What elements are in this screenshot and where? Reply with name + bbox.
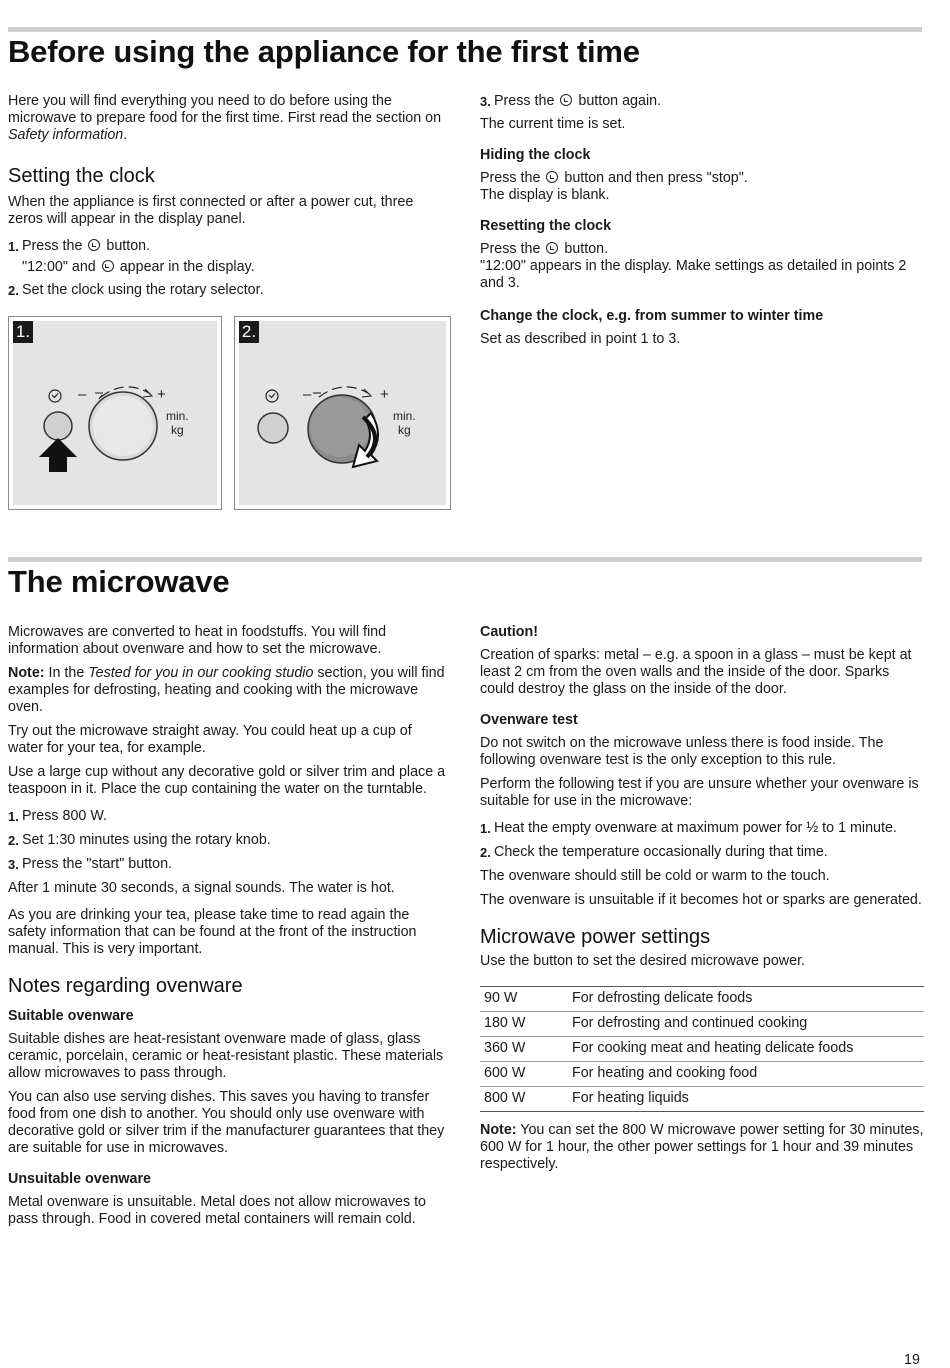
step-1: 1. Press the button. "12:00" and appear in the display.: [8, 238, 255, 275]
list-item: 3. Press the "start" button.: [8, 856, 173, 872]
clock-icon: [546, 242, 558, 254]
test-steps: [480, 820, 924, 861]
table-row: 180 W For defrosting and continued cooking: [480, 1012, 924, 1037]
hiding-text: Press the button and then press "stop". The display is blank.: [480, 170, 748, 203]
list-item: 1. Heat the empty ovenware at maximum power for ½ to 1 minute.: [480, 820, 897, 836]
caution-text: Creation of sparks: metal – e.g. a spoon in a glass – must be kept at least 2 cm from the oven walls and the inside of the door. Sparks could destroy the glass on the inside of the door.: [480, 647, 912, 697]
unsuitable-heading: Unsuitable ovenware: [8, 1171, 152, 1187]
kg-label: kg: [398, 423, 411, 437]
ovenware-heading: Notes regarding ovenware: [8, 975, 243, 997]
power-note: Note: You can set the 800 W microwave power setting for 30 minutes, 600 W for 1 hour, the other power settings for 1 hour and 39 minutes respectively.: [480, 1122, 924, 1172]
tryout-paragraph: Try out the microwave straight away. You could heat up a cup of water for your tea, for example.: [8, 723, 412, 756]
signal-paragraph: After 1 minute 30 seconds, a signal sounds. The water is hot.: [8, 880, 395, 896]
test-paragraph-1: Do not switch on the microwave unless there is food inside. The following ovenware test is the only exception to this rule.: [480, 735, 884, 768]
microwave-intro: Microwaves are converted to heat in foodstuffs. You will find information about ovenware and how to set the microwave.: [8, 624, 387, 657]
ovenware-test-heading: Ovenware test: [480, 712, 578, 728]
step-3-result: The current time is set.: [480, 116, 626, 132]
suitable-heading: Suitable ovenware: [8, 1008, 134, 1024]
cup-paragraph: Use a large cup without any decorative gold or silver trim and place a teaspoon in it. Place the cup containing the water on the turntable.: [8, 764, 446, 797]
table-row: 800 W For heating liquids: [480, 1087, 924, 1112]
section-divider: [8, 557, 922, 562]
list-item: 2. Check the temperature occasionally during that time.: [480, 844, 828, 860]
left-column-bottom: [8, 624, 448, 1235]
table-row: 360 W For cooking meat and heating delicate foods: [480, 1037, 924, 1062]
table-row: 90 W For defrosting delicate foods: [480, 987, 924, 1012]
min-label: min.: [393, 409, 416, 423]
table-row: 600 W For heating and cooking food: [480, 1062, 924, 1087]
step-2: 2. Set the clock using the rotary selector.: [8, 282, 264, 298]
min-label: min.: [166, 409, 189, 423]
right-column-bottom: [480, 624, 924, 1180]
panel-number: 1.: [13, 321, 33, 343]
change-text: Set as described in point 1 to 3.: [480, 331, 681, 347]
resetting-text: Press the button. "12:00" appears in the display. Make settings as detailed in points 2 and 3.: [480, 241, 907, 291]
section-title: The microwave: [8, 564, 230, 599]
clock-icon: [546, 171, 558, 183]
unsuitable-paragraph: Metal ovenware is unsuitable. Metal does not allow microwaves to pass through. Food in covered metal containers will remain cold.: [8, 1194, 426, 1227]
power-heading: Microwave power settings: [480, 926, 711, 948]
microwave-steps: [8, 808, 448, 873]
test-paragraph-4: The ovenware is unsuitable if it becomes hot or sparks are generated.: [480, 892, 922, 908]
clock-intro: When the appliance is first connected or after a power cut, three zeros will appear in the display panel.: [8, 194, 414, 227]
caution-heading: Caution!: [480, 624, 538, 640]
list-item: 2. Set 1:30 minutes using the rotary knob.: [8, 832, 271, 848]
left-column-top: [8, 93, 448, 305]
minus-label: –: [303, 386, 312, 403]
minus-label: –: [78, 386, 87, 403]
test-paragraph-2: Perform the following test if you are unsure whether your ovenware is suitable for use in the microwave:: [480, 776, 919, 809]
page-number: 19: [904, 1352, 920, 1368]
panel-number: 2.: [239, 321, 259, 343]
intro-paragraph: Here you will find everything you need to do before using the microwave to prepare food for the first time. First read the section on Safety information.: [8, 93, 442, 143]
list-item: 1. Press 800 W.: [8, 808, 108, 824]
clock-heading: Setting the clock: [8, 165, 155, 187]
plus-label: +: [380, 386, 389, 403]
change-heading: Change the clock, e.g. from summer to winter time: [480, 308, 824, 324]
section-divider: [8, 27, 922, 32]
illustration-rotate-selector: [234, 316, 451, 510]
safety-paragraph: As you are drinking your tea, please take time to read again the safety information that can be found at the front of the instruction manual. This is very important.: [8, 907, 417, 957]
hiding-heading: Hiding the clock: [480, 147, 591, 163]
section-title: Before using the appliance for the first time: [8, 34, 640, 69]
illustration-press-clock-button: [8, 316, 222, 510]
note-paragraph: Note: In the Tested for you in our cooking studio section, you will find examples for defrosting, heating and cooking with the microwave oven.: [8, 665, 445, 715]
clock-icon: [88, 239, 100, 251]
kg-label: kg: [171, 423, 184, 437]
right-column-top: [480, 93, 920, 355]
step-3: 3. Press the button again.: [480, 93, 662, 109]
power-intro: Use the button to set the desired microwave power.: [480, 953, 806, 969]
test-paragraph-3: The ovenware should still be cold or warm to the touch.: [480, 868, 830, 884]
power-settings-table: [480, 986, 924, 1112]
plus-label: +: [157, 386, 166, 403]
clock-icon: [560, 94, 572, 106]
resetting-heading: Resetting the clock: [480, 218, 612, 234]
suitable-paragraph-1: Suitable dishes are heat-resistant ovenware made of glass, glass ceramic, porcelain, ceramic or heat-resistant plastic. These materials allow microwaves to pass through.: [8, 1031, 444, 1081]
clock-icon: [102, 260, 114, 272]
control-panel-drawing: [235, 317, 452, 511]
suitable-paragraph-2: You can also use serving dishes. This saves you having to transfer food from one dish to another. You should only use ovenware with decorative gold or silver trim if the manufacturer guarantees that they are suitable for use in microwaves.: [8, 1089, 445, 1156]
control-panel-drawing: [9, 317, 223, 511]
